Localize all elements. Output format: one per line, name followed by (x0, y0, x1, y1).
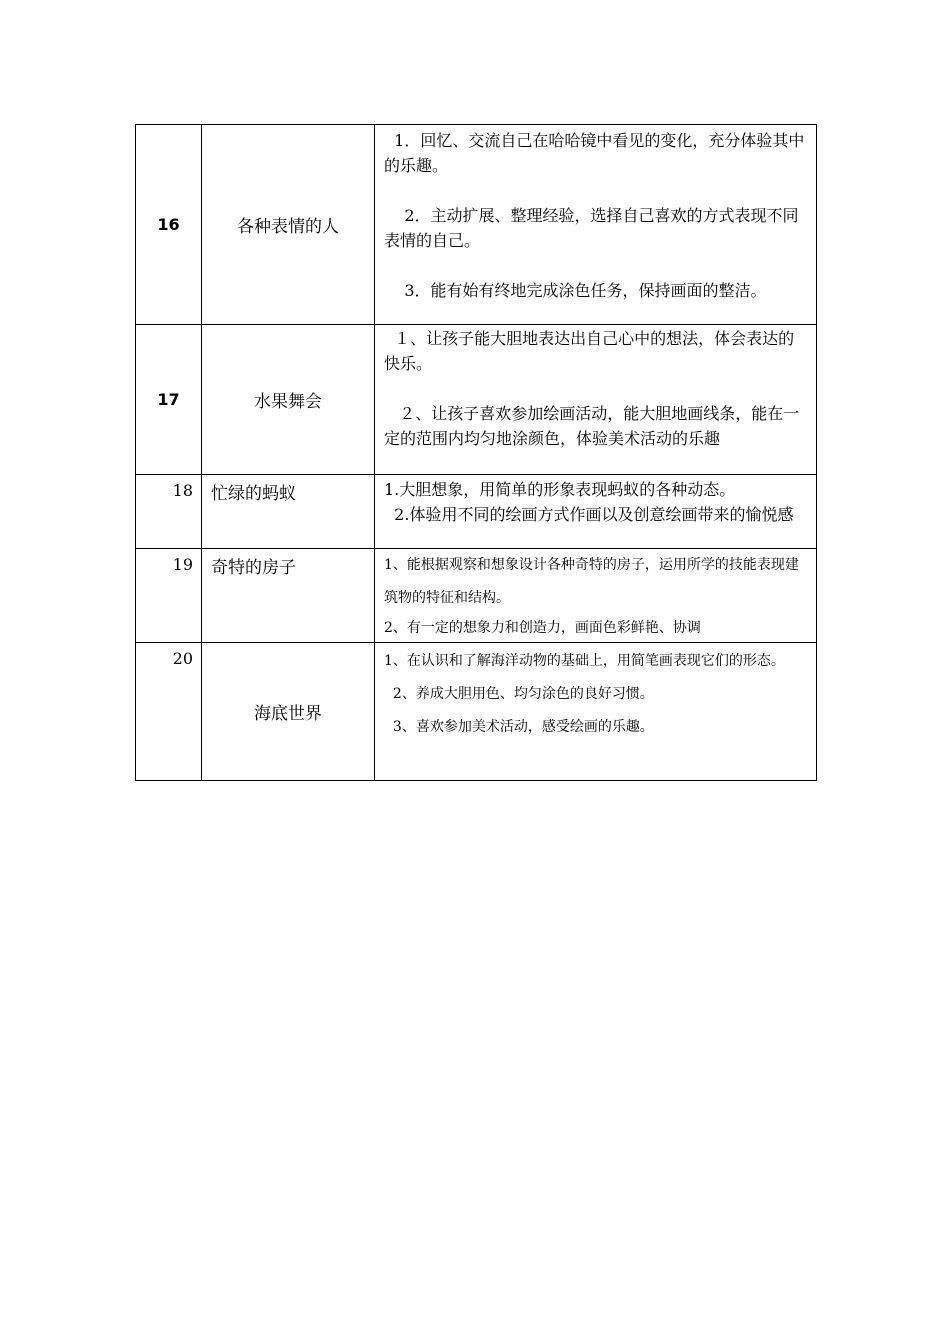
lesson-title: 奇特的房子 (202, 549, 375, 643)
lesson-goals (375, 125, 817, 325)
lesson-plan-table (135, 124, 817, 781)
lesson-number: 17 (136, 325, 202, 475)
goal-item: 1、在认识和了解海洋动物的基础上，用简笔画表现它们的形态。 (384, 653, 785, 669)
goal-item: 1、能根据观察和想象设计各种奇特的房子，运用所学的技能表现建筑物的特征和结构。 (384, 557, 799, 606)
table-row (136, 643, 817, 781)
lesson-title: 忙绿的蚂蚁 (202, 475, 375, 549)
goal-item: 3、喜欢参加美术活动，感受绘画的乐趣。 (384, 719, 654, 735)
lesson-title: 水果舞会 (202, 325, 375, 475)
goal-item: 2、养成大胆用色、均匀涂色的良好习惯。 (384, 686, 654, 702)
goal-item: 3．能有始有终地完成涂色任务，保持画面的整洁。 (384, 281, 767, 300)
lesson-title: 海底世界 (202, 643, 375, 781)
goal-item: １、让孩子能大胆地表达出自己心中的想法，体会表达的快乐。 (384, 329, 795, 373)
lesson-title: 各种表情的人 (202, 125, 375, 325)
lesson-goals (375, 549, 817, 643)
goal-item: 2．主动扩展、整理经验，选择自己喜欢的方式表现不同表情的自己。 (384, 206, 799, 250)
lesson-number: 20 (136, 643, 202, 781)
lesson-goals (375, 325, 817, 475)
goal-item: ２、让孩子喜欢参加绘画活动，能大胆地画线条，能在一定的范围内均匀地涂颜色，体验美术活动的乐趣 (384, 404, 800, 448)
lesson-number: 18 (136, 475, 202, 549)
lesson-number: 16 (136, 125, 202, 325)
table-row (136, 125, 817, 325)
goal-item: 1.大胆想象，用简单的形象表现蚂蚁的各种动态。 (384, 480, 736, 499)
goal-item: 2、有一定的想象力和创造力，画面色彩鲜艳、协调 (384, 620, 701, 636)
lesson-goals (375, 643, 817, 781)
table-row (136, 325, 817, 475)
goal-item: 1．回忆、交流自己在哈哈镜中看见的变化，充分体验其中的乐趣。 (384, 131, 805, 175)
goal-item: 2.体验用不同的绘画方式作画以及创意绘画带来的愉悦感 (384, 505, 794, 524)
lesson-number: 19 (136, 549, 202, 643)
table-row (136, 549, 817, 643)
lesson-goals (375, 475, 817, 549)
table-row (136, 475, 817, 549)
